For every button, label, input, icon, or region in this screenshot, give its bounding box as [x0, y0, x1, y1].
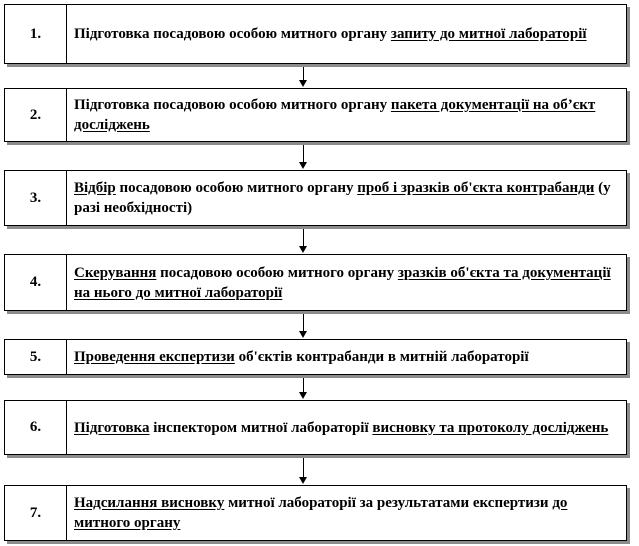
underlined-phrase: зразків об'єкта та документації на нього до митної лабораторії	[74, 264, 611, 301]
plain-phrase: об'єктів контрабанди в митній лабораторії	[234, 349, 529, 365]
step-box-6	[4, 400, 627, 455]
arrow-head-icon	[299, 80, 307, 87]
plain-phrase: Підготовка посадовою особою митного органу	[74, 97, 391, 113]
underlined-phrase: Скерування	[74, 264, 157, 281]
step-box-4	[4, 254, 627, 311]
underlined-phrase: висновку та протоколу досліджень	[372, 419, 609, 436]
step-box-3	[4, 170, 627, 226]
plain-phrase: інспектором митної лабораторії	[149, 419, 373, 436]
underlined-phrase: пакета документації на об’єкт досліджень	[74, 97, 596, 133]
step-box-5	[4, 339, 627, 375]
underlined-phrase: Підготовка	[74, 419, 150, 436]
flow-arrow	[298, 229, 310, 254]
step-text	[74, 401, 618, 454]
flow-arrow	[298, 458, 310, 485]
underlined-phrase: Надсилання висновку	[74, 495, 225, 511]
step-number: 5.	[5, 340, 67, 374]
flow-arrow	[298, 67, 310, 88]
underlined-phrase: Проведення експертизи	[74, 349, 235, 365]
plain-phrase: Підготовка посадовою особою митного органу	[74, 26, 391, 42]
plain-phrase: митної лабораторії за результатами експертизи	[224, 495, 553, 511]
step-number: 3.	[5, 171, 67, 225]
step-number: 6.	[5, 401, 67, 454]
arrow-head-icon	[299, 331, 307, 338]
arrow-head-icon	[299, 162, 307, 169]
flow-arrow	[298, 314, 310, 339]
step-box-1	[4, 4, 627, 64]
step-number: 7.	[5, 486, 67, 540]
flow-arrow	[298, 378, 310, 400]
plain-phrase: посадовою особою митного органу	[156, 264, 398, 281]
step-text	[74, 5, 618, 63]
underlined-phrase: запиту до митної лабораторії	[390, 26, 587, 42]
step-text	[74, 89, 618, 141]
step-number: 1.	[5, 5, 67, 63]
plain-phrase: посадовою особою митного органу	[115, 180, 358, 196]
arrow-head-icon	[299, 392, 307, 399]
step-text	[74, 340, 618, 374]
step-number: 2.	[5, 89, 67, 141]
arrow-head-icon	[299, 246, 307, 253]
underlined-phrase: проб і зразків об'єкта контрабанди	[357, 180, 595, 196]
step-text	[74, 486, 618, 540]
flow-arrow	[298, 145, 310, 170]
arrow-head-icon	[299, 477, 307, 484]
step-box-7	[4, 485, 627, 541]
underlined-phrase: до митного органу	[74, 495, 568, 531]
underlined-phrase: Відбір	[74, 180, 116, 196]
step-number: 4.	[5, 255, 67, 310]
step-text	[74, 171, 618, 225]
step-box-2	[4, 88, 627, 142]
plain-phrase: (у разі необхідності)	[74, 180, 611, 216]
step-text	[74, 255, 618, 310]
